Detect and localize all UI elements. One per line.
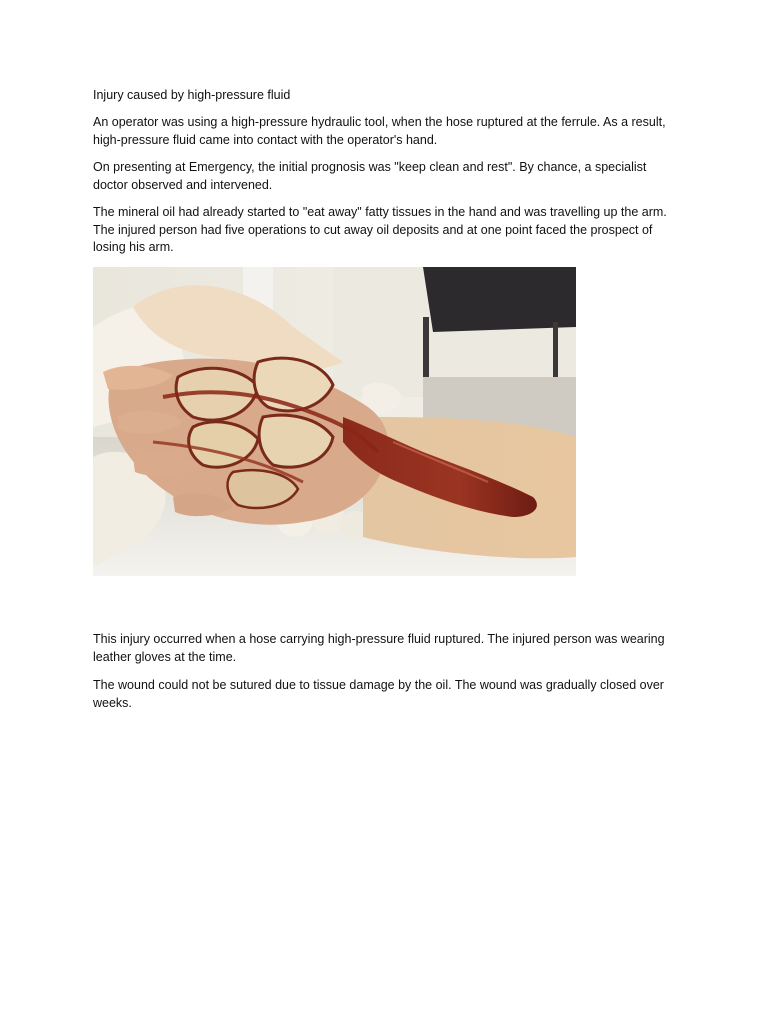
injury-photo	[93, 267, 576, 576]
paragraph-emergency: On presenting at Emergency, the initial prognosis was "keep clean and rest". By chance, a specialist doctor observed and intervened.	[93, 160, 647, 192]
paragraph-hose-rupture: This injury occurred when a hose carrying high-pressure fluid ruptured. The injured person was wearing leather gloves at the time.	[93, 632, 665, 664]
paragraph-operator: An operator was using a high-pressure hydraulic tool, when the hose ruptured at the ferrule. As a result, high-pressure fluid came into contact with the operator's hand.	[93, 115, 666, 147]
paragraph-wound-healing: The wound could not be sutured due to tissue damage by the oil. The wound was gradually closed over weeks.	[93, 678, 664, 710]
document-title: Injury caused by high-pressure fluid	[93, 88, 291, 102]
paragraph-mineral-oil: The mineral oil had already started to "eat away" fatty tissues in the hand and was travelling up the arm. The injured person had five operations to cut away oil deposits and at one point faced the prospect of losing his arm.	[93, 205, 667, 254]
